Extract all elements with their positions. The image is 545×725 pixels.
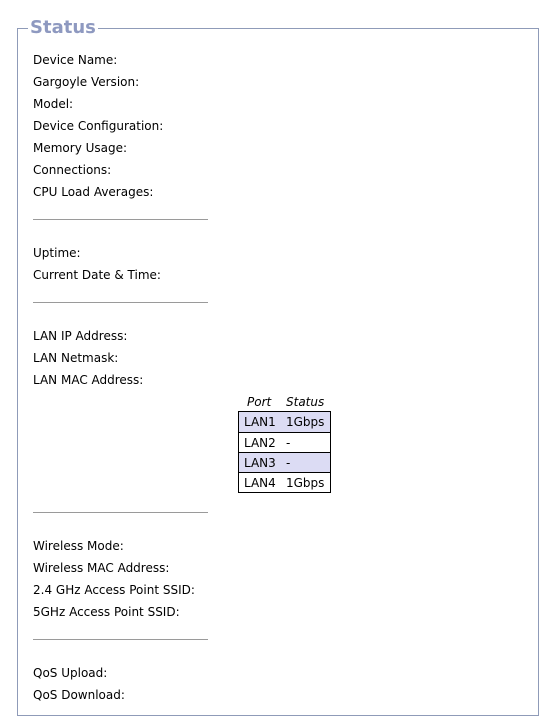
gargoyle-version-label: Gargoyle Version:	[33, 75, 140, 89]
table-row	[239, 452, 330, 472]
qos-upload-label: QoS Upload:	[33, 666, 108, 680]
lan-ip-address-label: LAN IP Address:	[33, 329, 128, 343]
port-name: LAN4	[244, 476, 276, 490]
device-configuration-label: Device Configuration:	[33, 119, 164, 133]
connections-label: Connections:	[33, 163, 112, 177]
ssid-5ghz-label: 5GHz Access Point SSID:	[33, 605, 180, 619]
table-row	[239, 432, 330, 452]
port-name: LAN1	[244, 415, 276, 429]
status-legend: Status	[30, 17, 96, 38]
port-status: 1Gbps	[286, 415, 325, 429]
section-divider	[33, 219, 208, 220]
cpu-load-averages-label: CPU Load Averages:	[33, 185, 154, 199]
lan-mac-address-label: LAN MAC Address:	[33, 373, 144, 387]
port-name: LAN2	[244, 436, 276, 450]
section-divider	[33, 512, 208, 513]
memory-usage-label: Memory Usage:	[33, 141, 128, 155]
port-status-table	[238, 411, 331, 493]
table-row	[239, 412, 330, 432]
port-status: -	[286, 456, 291, 470]
ssid-24ghz-label: 2.4 GHz Access Point SSID:	[33, 583, 195, 597]
section-divider	[33, 302, 208, 303]
model-label: Model:	[33, 97, 74, 111]
port-name: LAN3	[244, 456, 276, 470]
lan-netmask-label: LAN Netmask:	[33, 351, 119, 365]
uptime-label: Uptime:	[33, 246, 81, 260]
port-status: 1Gbps	[286, 476, 325, 490]
port-column-header: Port	[247, 395, 272, 409]
section-divider	[33, 639, 208, 640]
current-date-time-label: Current Date & Time:	[33, 268, 161, 282]
port-status: -	[286, 436, 291, 450]
wireless-mode-label: Wireless Mode:	[33, 539, 124, 553]
status-column-header: Status	[286, 395, 325, 409]
device-name-label: Device Name:	[33, 53, 118, 67]
wireless-mac-address-label: Wireless MAC Address:	[33, 561, 170, 575]
table-row	[239, 472, 330, 492]
qos-download-label: QoS Download:	[33, 688, 125, 702]
